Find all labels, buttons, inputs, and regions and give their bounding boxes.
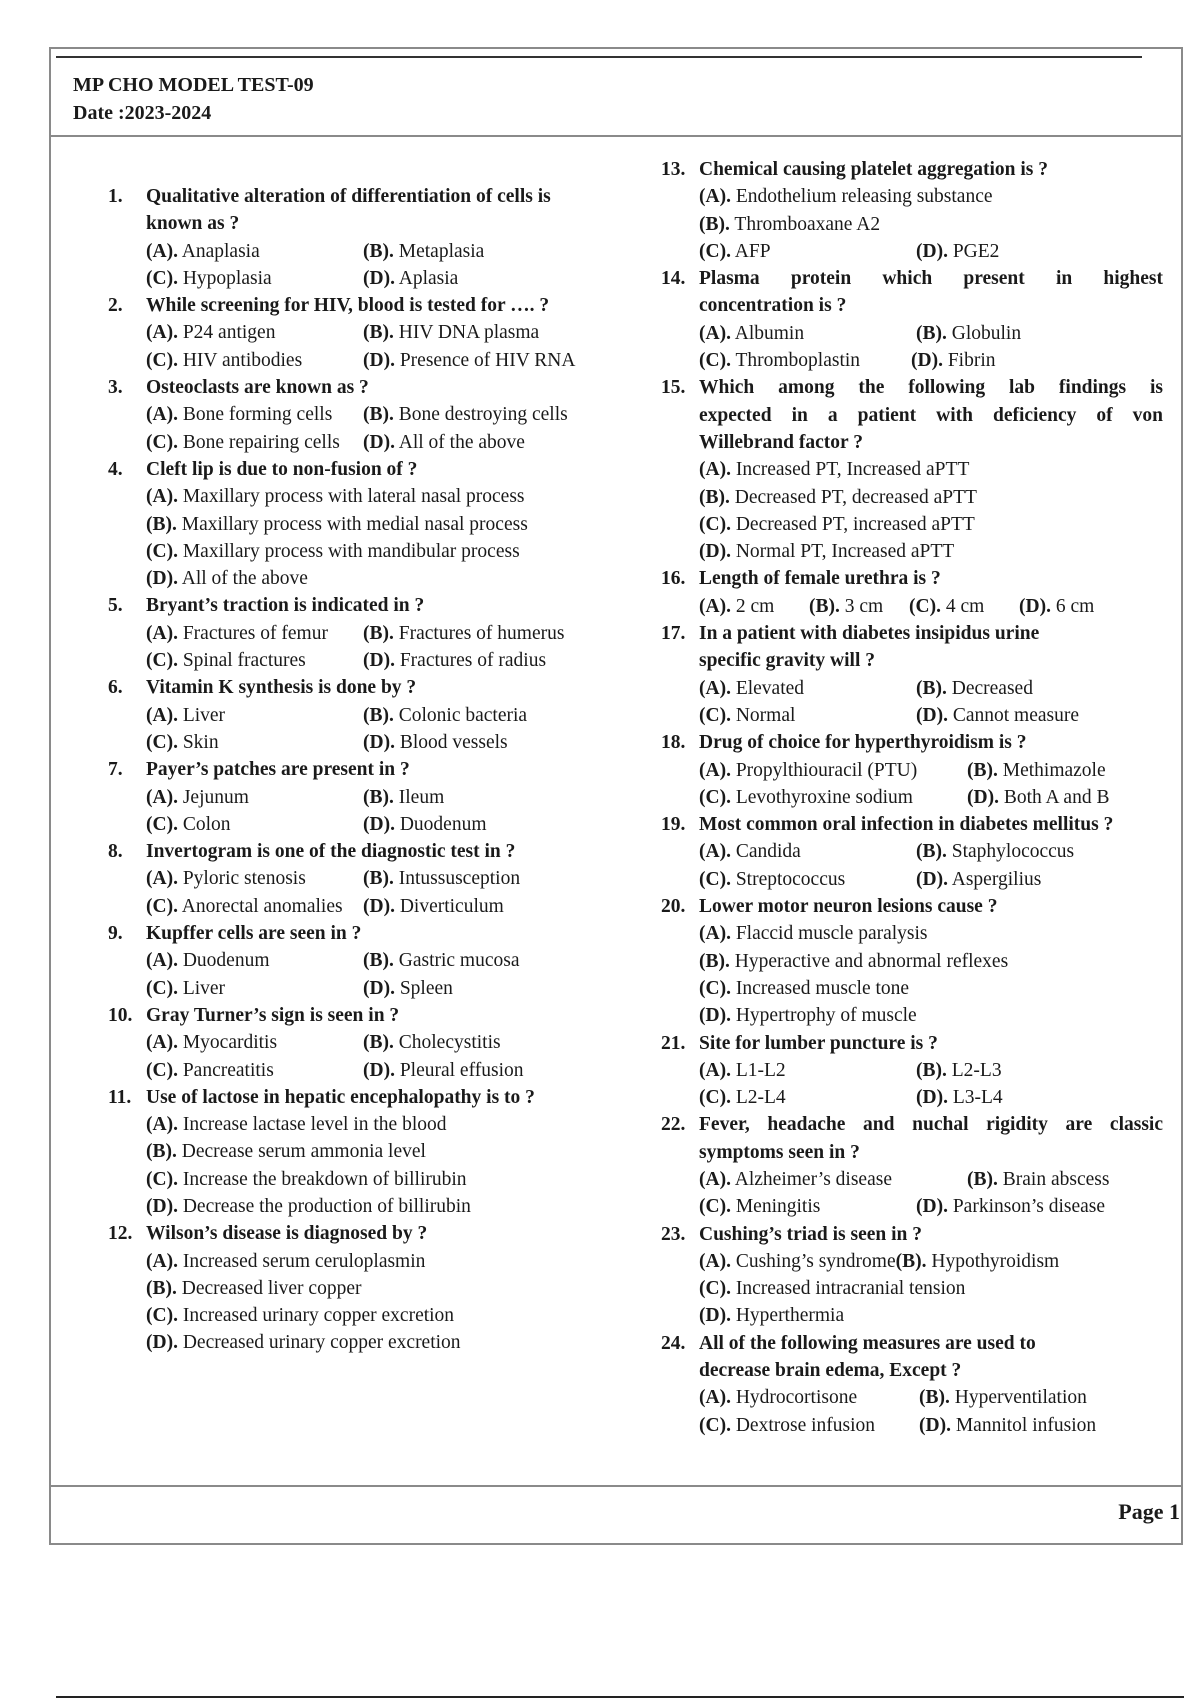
question-text: Plasma protein which present in highest [699, 268, 1163, 290]
test-title: MP CHO MODEL TEST-09 [73, 74, 314, 96]
option-b: (B). Gastric mucosa [363, 950, 520, 972]
question [661, 156, 1163, 265]
option-c: (C). Levothyroxine sodium [699, 786, 913, 808]
option-b: (B). Globulin [916, 322, 1022, 344]
option-b: (B). Hypothyroidism [895, 1250, 1060, 1272]
option-d: (D). PGE2 [916, 240, 1000, 262]
question [108, 1220, 628, 1356]
option-d: (D). Both A and B [967, 786, 1110, 808]
question [661, 565, 1163, 620]
question-number: 19. [661, 814, 686, 836]
option-a: (A). 2 cm [699, 595, 775, 617]
option-b: (B). Decreased liver copper [146, 1277, 362, 1299]
question-text: Site for lumber puncture is ? [699, 1032, 938, 1054]
question-text: While screening for HIV, blood is tested for …. ? [146, 295, 550, 317]
question [661, 374, 1163, 565]
option-d: (D). Fibrin [911, 350, 996, 372]
option-c: (C). Bone repairing cells [146, 431, 340, 453]
option-c: (C). Thromboplastin [699, 350, 861, 372]
option-c: (C). Meningitis [699, 1196, 821, 1218]
option-c: (C). Increased intracranial tension [699, 1278, 966, 1300]
question-number: 21. [661, 1032, 686, 1054]
option-d: (D). 6 cm [1019, 595, 1095, 617]
option-b: (B). Thromboaxane A2 [699, 213, 881, 235]
option-a: (A). L1-L2 [699, 1059, 786, 1081]
option-a: (A). Increased PT, Increased aPTT [699, 459, 970, 481]
option-c: (C). 4 cm [909, 595, 985, 617]
option-d: (D). Hyperthermia [699, 1305, 845, 1327]
question-number: 11. [108, 1086, 132, 1108]
question [661, 1221, 1163, 1330]
option-d: (D). Hypertrophy of muscle [699, 1005, 917, 1027]
page-number: Page 1 [1118, 1499, 1180, 1524]
option-c: (C). Streptococcus [699, 868, 846, 890]
option-b: (B). 3 cm [809, 595, 884, 617]
option-c: (C). Colon [146, 813, 231, 835]
question-number: 23. [661, 1223, 686, 1245]
option-b: (B). Hyperventilation [919, 1387, 1087, 1409]
option-a: (A). Pyloric stenosis [146, 868, 306, 890]
top-rule [56, 56, 1142, 58]
question-text: decrease brain edema, Except ? [699, 1360, 962, 1382]
question-text: Payer’s patches are present in ? [146, 759, 410, 781]
question-text: Gray Turner’s sign is seen in ? [146, 1004, 400, 1026]
option-a: (A). Elevated [699, 677, 805, 699]
question-text: Wilson’s disease is diagnosed by ? [146, 1223, 428, 1245]
question-text: Cushing’s triad is seen in ? [699, 1223, 923, 1245]
question [661, 729, 1163, 811]
option-a: (A). Alzheimer’s disease [699, 1168, 892, 1190]
option-d: (D). Mannitol infusion [919, 1414, 1097, 1436]
option-c: (C). Increased muscle tone [699, 977, 910, 999]
question-number: 8. [108, 841, 123, 863]
question [661, 811, 1163, 893]
question [108, 1084, 628, 1220]
question-text: Willebrand factor ? [699, 431, 863, 453]
option-d: (D). Spleen [363, 977, 453, 999]
option-c: (C). Maxillary process with mandibular process [146, 540, 520, 562]
question-text: expected in a patient with deficiency of von [699, 404, 1163, 426]
question-number: 1. [108, 186, 123, 207]
option-a: (A). Jejunum [146, 786, 249, 808]
option-b: (B). Decrease serum ammonia level [146, 1141, 426, 1163]
option-c: (C). Dextrose infusion [699, 1414, 876, 1436]
option-d: (D). Normal PT, Increased aPTT [699, 541, 955, 563]
option-a: (A). Cushing’s syndrome [699, 1250, 896, 1272]
question [661, 1111, 1163, 1220]
question-number: 9. [108, 923, 123, 945]
option-d: (D). All of the above [363, 431, 525, 453]
option-a: (A). Hydrocortisone [699, 1387, 858, 1409]
question-number: 6. [108, 677, 123, 699]
option-b: (B). Metaplasia [363, 240, 485, 262]
question-number: 12. [108, 1223, 133, 1245]
question-number: 20. [661, 896, 686, 918]
question-number: 24. [661, 1332, 686, 1354]
question [661, 620, 1163, 729]
option-a: (A). Bone forming cells [146, 404, 333, 426]
question-text: Invertogram is one of the diagnostic test in ? [146, 841, 516, 863]
right-column [661, 156, 1163, 1439]
option-a: (A). Candida [699, 841, 801, 863]
question-text: Which among the following lab findings is [699, 377, 1163, 399]
question-text: Chemical causing platelet aggregation is ? [699, 159, 1048, 180]
question [661, 893, 1163, 1029]
option-a: (A). Flaccid muscle paralysis [699, 923, 928, 945]
question-text: Cleft lip is due to non-fusion of ? [146, 458, 418, 480]
option-a: (A). Maxillary process with lateral nasal process [146, 486, 525, 508]
question-number: 14. [661, 268, 686, 290]
option-c: (C). Skin [146, 731, 219, 753]
question-number: 17. [661, 623, 686, 645]
option-b: (B). Cholecystitis [363, 1032, 501, 1054]
option-c: (C). Hypoplasia [146, 267, 272, 289]
question-text: Use of lactose in hepatic encephalopathy is to ? [146, 1086, 535, 1108]
option-b: (B). Intussusception [363, 868, 521, 890]
question-text: Drug of choice for hyperthyroidism is ? [699, 732, 1027, 754]
option-d: (D). Fractures of radius [363, 650, 547, 672]
option-a: (A). Endothelium releasing substance [699, 186, 993, 208]
question-number: 4. [108, 458, 123, 480]
option-d: (D). Duodenum [363, 813, 487, 835]
question-text: Lower motor neuron lesions cause ? [699, 896, 998, 918]
option-b: (B). HIV DNA plasma [363, 322, 540, 344]
option-c: (C). Pancreatitis [146, 1059, 274, 1081]
option-b: (B). Decreased PT, decreased aPTT [699, 486, 977, 508]
option-a: (A). P24 antigen [146, 322, 276, 344]
option-d: (D). Aspergilius [916, 868, 1042, 890]
option-b: (B). Fractures of humerus [363, 622, 565, 644]
question-text: Vitamin K synthesis is done by ? [146, 677, 417, 699]
option-b: (B). Bone destroying cells [363, 404, 568, 426]
option-a: (A). Duodenum [146, 950, 270, 972]
question [108, 920, 628, 1002]
question-text: Fever, headache and nuchal rigidity are classic [699, 1114, 1163, 1136]
option-b: (B). Maxillary process with medial nasal process [146, 513, 528, 535]
bottom-rule [56, 1696, 1184, 1698]
option-c: (C). HIV antibodies [146, 349, 303, 371]
test-date: Date :2023-2024 [73, 102, 212, 124]
option-c: (C). Normal [699, 704, 796, 726]
question-text: Kupffer cells are seen in ? [146, 923, 362, 945]
option-c: (C). Decreased PT, increased aPTT [699, 513, 975, 535]
left-column [108, 183, 628, 1357]
question-number: 3. [108, 377, 123, 399]
option-c: (C). Increase the breakdown of billirubin [146, 1168, 467, 1190]
question-number: 15. [661, 377, 686, 399]
question [108, 374, 628, 456]
footer-divider [49, 1485, 1183, 1487]
option-d: (D). Parkinson’s disease [916, 1196, 1106, 1218]
option-a: (A). Liver [146, 704, 226, 726]
question [108, 292, 628, 374]
option-d: (D). Diverticulum [363, 895, 504, 917]
option-d: (D). Aplasia [363, 267, 459, 289]
option-c: (C). Anorectal anomalies [146, 895, 343, 917]
question [661, 1030, 1163, 1112]
option-b: (B). Staphylococcus [916, 841, 1075, 863]
option-a: (A). Propylthiouracil (PTU) [699, 759, 918, 781]
question-number: 10. [108, 1004, 133, 1026]
option-d: (D). L3-L4 [916, 1087, 1003, 1109]
question-number: 5. [108, 595, 123, 617]
option-b: (B). Brain abscess [967, 1168, 1110, 1190]
option-c: (C). Spinal fractures [146, 650, 306, 672]
option-c: (C). L2-L4 [699, 1087, 786, 1109]
question [108, 756, 628, 838]
option-d: (D). Decrease the production of billirubin [146, 1195, 471, 1217]
question [108, 674, 628, 756]
option-d: (D). Decreased urinary copper excretion [146, 1332, 461, 1354]
option-a: (A). Anaplasia [146, 240, 260, 262]
option-d: (D). Presence of HIV RNA [363, 349, 576, 371]
option-a: (A). Albumin [699, 322, 805, 344]
option-b: (B). Ileum [363, 786, 445, 808]
question [108, 1002, 628, 1084]
option-d: (D). Cannot measure [916, 704, 1079, 726]
question-text: known as ? [146, 213, 240, 235]
question-text: Osteoclasts are known as ? [146, 377, 369, 399]
question-text: specific gravity will ? [699, 650, 876, 672]
option-a: (A). Increased serum ceruloplasmin [146, 1250, 426, 1272]
question [108, 456, 628, 592]
option-a: (A). Increase lactase level in the blood [146, 1114, 447, 1136]
question-text: Qualitative alteration of differentiation of cells is [146, 186, 551, 207]
question [661, 265, 1163, 374]
question-text: concentration is ? [699, 295, 847, 317]
option-b: (B). L2-L3 [916, 1059, 1002, 1081]
header-divider [49, 135, 1183, 137]
question-text: In a patient with diabetes insipidus urine [699, 623, 1040, 645]
option-b: (B). Hyperactive and abnormal reflexes [699, 950, 1009, 972]
option-d: (D). All of the above [146, 568, 308, 590]
question-text: Bryant’s traction is indicated in ? [146, 595, 425, 617]
question-number: 7. [108, 759, 123, 781]
option-d: (D). Pleural effusion [363, 1059, 524, 1081]
question-number: 2. [108, 295, 123, 317]
option-c: (C). AFP [699, 240, 771, 262]
option-a: (A). Fractures of femur [146, 622, 328, 644]
option-b: (B). Decreased [916, 677, 1033, 699]
question [108, 183, 628, 292]
question-text: symptoms seen in ? [699, 1141, 860, 1163]
question-text: Most common oral infection in diabetes mellitus ? [699, 814, 1114, 836]
option-c: (C). Liver [146, 977, 226, 999]
question [108, 838, 628, 920]
option-a: (A). Myocarditis [146, 1032, 278, 1054]
option-d: (D). Blood vessels [363, 731, 508, 753]
option-b: (B). Colonic bacteria [363, 704, 528, 726]
option-b: (B). Methimazole [967, 759, 1106, 781]
question-number: 18. [661, 732, 686, 754]
question-number: 22. [661, 1114, 686, 1136]
option-c: (C). Increased urinary copper excretion [146, 1305, 455, 1327]
question-text: All of the following measures are used to [699, 1332, 1036, 1354]
question-number: 16. [661, 568, 686, 590]
question [661, 1330, 1163, 1439]
question-number: 13. [661, 159, 686, 180]
question-text: Length of female urethra is ? [699, 568, 941, 590]
question [108, 592, 628, 674]
